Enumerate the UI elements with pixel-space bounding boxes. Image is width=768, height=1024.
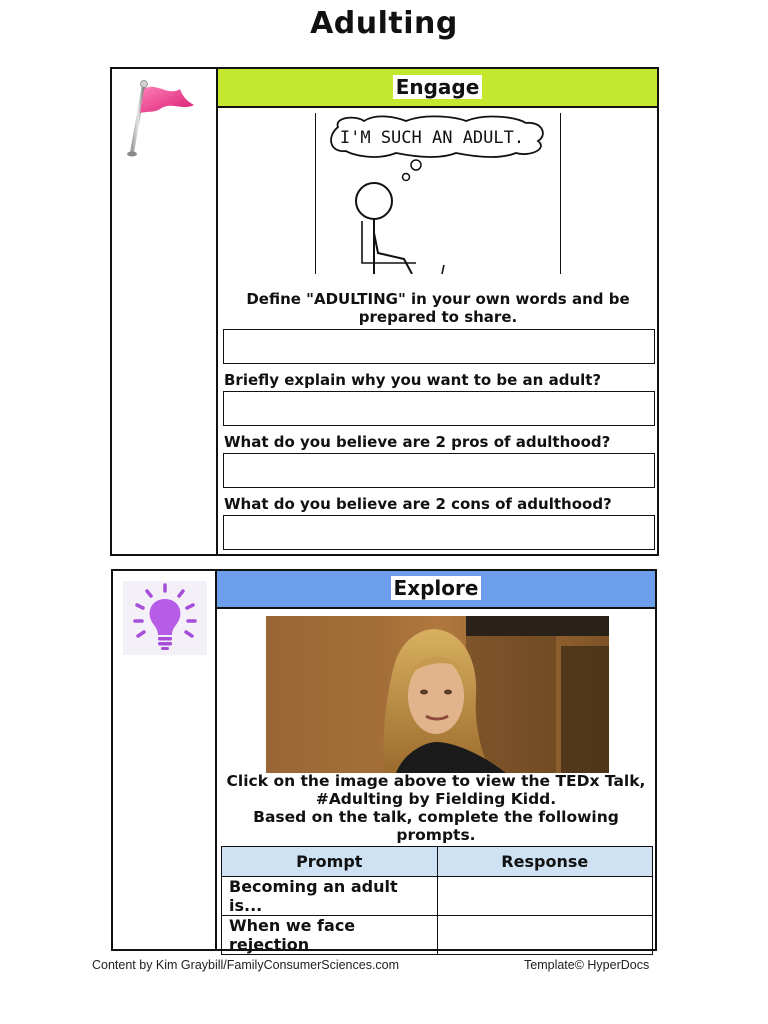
explore-header xyxy=(217,571,655,609)
explore-card xyxy=(111,569,657,954)
footer-credit: Content by Kim Graybill/FamilyConsumerSciences.com xyxy=(92,958,400,972)
engage-header-label: Engage xyxy=(393,75,483,99)
engage-icon-column xyxy=(112,69,218,554)
response-cell[interactable] xyxy=(437,877,652,916)
instruction-line-1: Click on the image above to view the TEDx Talk, xyxy=(226,772,646,790)
response-column-header: Response xyxy=(437,847,652,877)
instruction-line-3: Based on the talk, complete the following prompts. xyxy=(253,808,619,844)
prompt-column-header: Prompt xyxy=(222,847,438,877)
instruction-line-2: #Adulting by Fielding Kidd. xyxy=(315,790,557,808)
response-cell[interactable] xyxy=(437,916,652,955)
explore-instructions xyxy=(217,772,655,844)
why-adult-answer-box[interactable] xyxy=(223,391,655,426)
engage-header xyxy=(218,69,657,108)
engage-content xyxy=(218,69,657,554)
explore-header-label: Explore xyxy=(391,576,482,600)
footer-template: Template© HyperDocs xyxy=(524,958,650,972)
engage-card xyxy=(110,67,659,556)
prompt-cell: When we face rejection xyxy=(222,916,438,955)
table-header-row xyxy=(222,847,653,877)
comic-image xyxy=(315,113,561,274)
question-cons: What do you believe are 2 cons of adulthood? xyxy=(224,495,612,513)
pros-answer-box[interactable] xyxy=(223,453,655,488)
question-why-adult: Briefly explain why you want to be an adult? xyxy=(224,371,602,389)
table-row xyxy=(222,916,653,955)
table-row xyxy=(222,877,653,916)
comic-caption: I'M SUCH AN ADULT. xyxy=(339,128,525,148)
prompt-response-table xyxy=(221,846,653,955)
definition-answer-box[interactable] xyxy=(223,329,655,364)
question-pros: What do you believe are 2 pros of adulthood? xyxy=(224,433,611,451)
lightbulb-icon xyxy=(123,581,207,655)
pink-flag-icon xyxy=(124,75,204,159)
explore-icon-column xyxy=(113,571,217,949)
adulting-definition-prompt: Define "ADULTING" in your own words and be prepared to share. xyxy=(246,290,630,326)
page-title: Adulting xyxy=(310,6,458,41)
cons-answer-box[interactable] xyxy=(223,515,655,550)
explore-content xyxy=(217,571,655,954)
tedx-video-thumbnail[interactable] xyxy=(266,616,609,773)
prompt-cell: Becoming an adult is... xyxy=(222,877,438,916)
